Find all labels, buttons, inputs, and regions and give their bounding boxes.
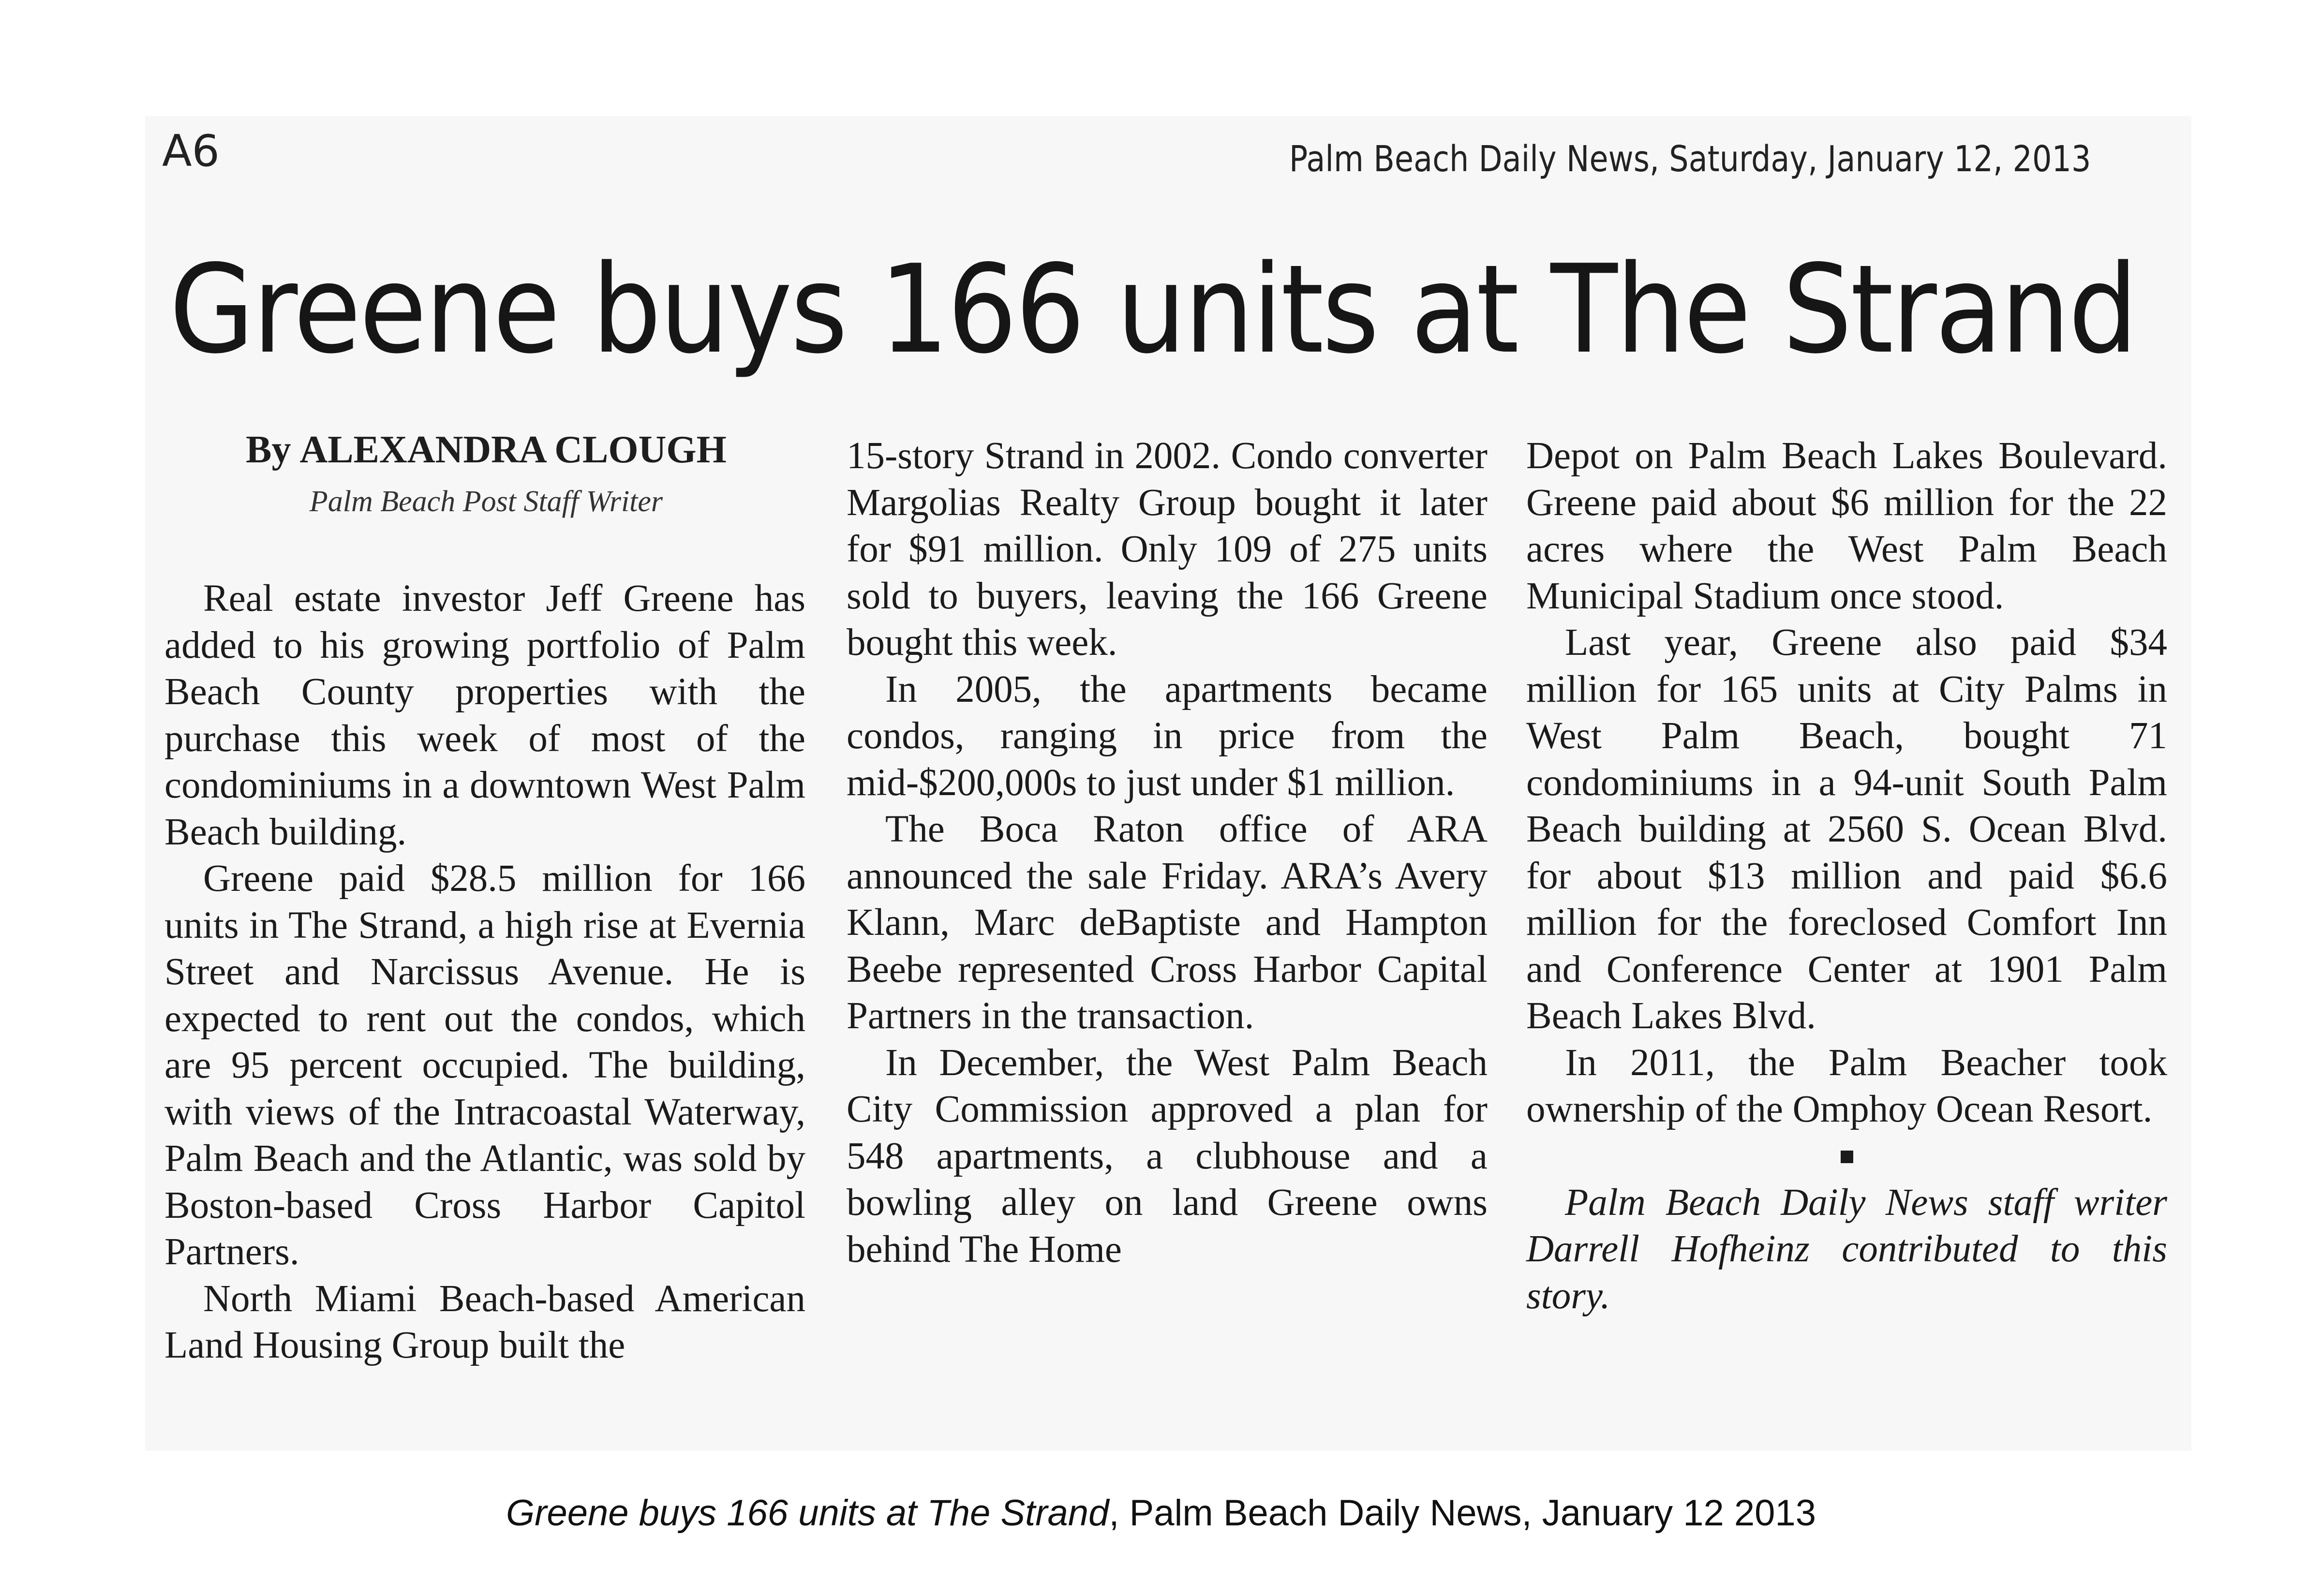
article-column-1 <box>164 576 805 1369</box>
paragraph: In December, the West Palm Beach City Commission approved a plan for 548 apartments, a clubhouse and a bowling alley on land Greene owns behind The Home <box>847 1041 1488 1271</box>
byline-author: ALEXANDRA CLOUGH <box>299 429 727 471</box>
paragraph: Greene paid $28.5 million for 166 units in The Strand, a high rise at Evernia Street and Narcissus Avenue. He is expected to rent out the condos, which are 95 percent occupied. The building, with views of the Intracoastal Waterway, Palm Beach and the Atlantic, was sold by Boston-based Cross Harbor Capitol Partners. <box>164 857 805 1273</box>
paragraph: Depot on Palm Beach Lakes Boulevard. Greene paid about $6 million for the 22 acres where the West Palm Beach Municipal Stadium once stood. <box>1526 435 2167 617</box>
page-number: A6 <box>162 126 220 177</box>
paragraph: Last year, Greene also paid $34 million for 165 units at City Palms in West Palm Beach, bought 71 condominiums in a 94-unit South Palm Beach building at 2560 S. Ocean Blvd. for about $13 million and paid $6.6 million for the foreclosed Comfort Inn and Conference Center at 1901 Palm Beach Lakes Blvd. <box>1526 621 2167 1037</box>
caption-source: , Palm Beach Daily News, January 12 2013 <box>1109 1493 1816 1534</box>
headline: Greene buys 166 units at The Strand <box>169 239 2137 381</box>
paragraph: In 2005, the apartments became condos, ranging in price from the mid-$200,000s to just under $1 million. <box>847 668 1488 804</box>
paragraph: The Boca Raton office of ARA announced the sale Friday. ARA’s Avery Klann, Marc deBaptiste and Hampton Beebe represented Cross Harbor Capital Partners in the transaction. <box>847 808 1488 1037</box>
paragraph: 15-story Strand in 2002. Condo converter Margolias Realty Group bought it later for $91 million. Only 109 of 275 units sold to buyers, leaving the 166 Greene bought this week. <box>847 435 1488 664</box>
dateline: Palm Beach Daily News, Saturday, January 12, 2013 <box>1289 138 2091 180</box>
byline-prefix: By <box>246 429 291 471</box>
paragraph: In 2011, the Palm Beacher took ownership of the Omphoy Ocean Resort. <box>1526 1041 2167 1130</box>
paragraph: North Miami Beach-based American Land Housing Group built the <box>164 1277 805 1366</box>
byline-block <box>164 430 808 517</box>
byline <box>164 430 808 469</box>
caption-title: Greene buys 166 units at The Strand <box>506 1493 1109 1534</box>
contributor-credit: Palm Beach Daily News staff writer Darrell Hofheinz contributed to this story. <box>1526 1181 2167 1317</box>
byline-title: Palm Beach Post Staff Writer <box>309 485 663 518</box>
article-column-2 <box>847 433 1488 1273</box>
article-column-3 <box>1526 433 2167 1319</box>
paragraph: Real estate investor Jeff Greene has added to his growing portfolio of Palm Beach County properties with the purchase this week of most of the condominiums in a downtown West Palm Beach building. <box>164 577 805 853</box>
image-caption <box>0 1492 2322 1534</box>
end-mark-icon <box>1841 1151 1853 1163</box>
